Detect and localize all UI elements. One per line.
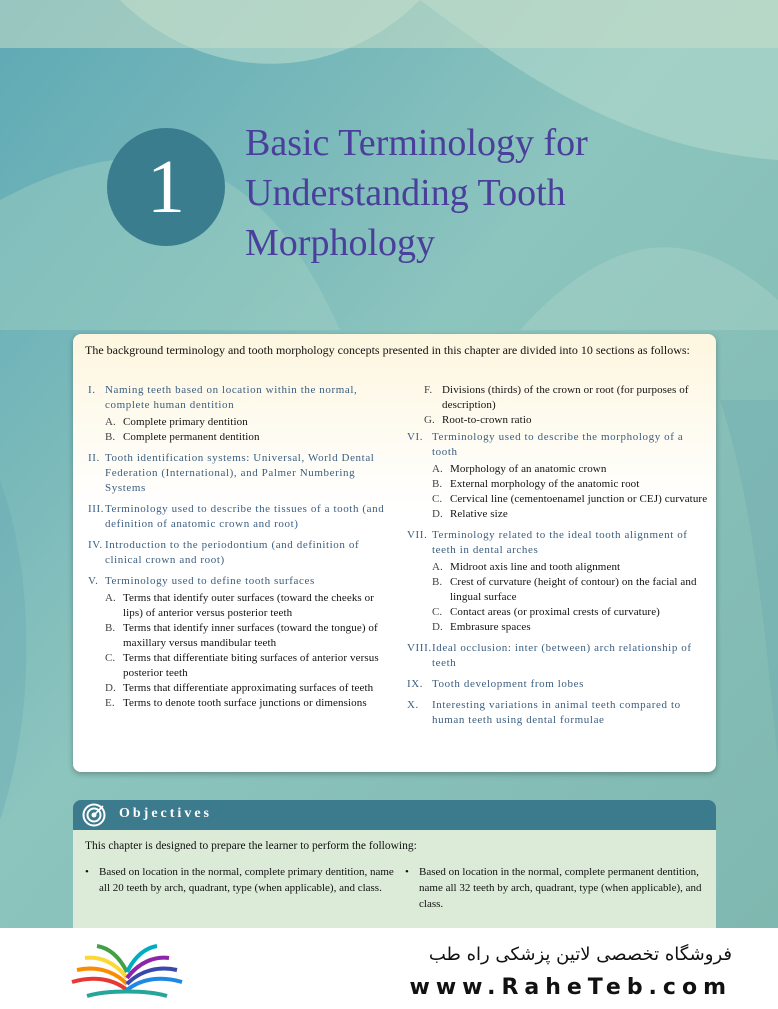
subsection-letter: D.: [105, 682, 116, 694]
section-numeral: VII.: [407, 529, 428, 541]
subsection-list: [105, 415, 388, 445]
section-title: Tooth identification systems: Universal, World Dental Federation (International), and Palmer Numbering Systems: [105, 452, 375, 494]
section-item: [88, 538, 388, 568]
section-title: Terminology used to define tooth surfaces: [105, 575, 315, 587]
subsection-text: Divisions (thirds) of the crown or root (for purposes of description): [442, 384, 689, 411]
subsection-letter: C.: [432, 606, 443, 618]
section-title: Ideal occlusion: inter (between) arch relationship of teeth: [432, 642, 692, 669]
subsection-item: [432, 575, 712, 605]
subsection-letter: A.: [432, 463, 443, 475]
subsection-text: Crest of curvature (height of contour) on the facial and lingual surface: [450, 576, 697, 603]
section-numeral: II.: [88, 452, 100, 464]
chapter-number: 1: [107, 128, 225, 246]
subsection-letter: B.: [432, 478, 443, 490]
top-band: [0, 0, 778, 48]
objective-bullet: [85, 864, 399, 896]
section-title: Terminology related to the ideal tooth alignment of teeth in dental arches: [432, 529, 688, 556]
objective-bullet: [405, 864, 719, 912]
subsection-item: [424, 413, 712, 428]
subsection-text: External morphology of the anatomic root: [450, 478, 640, 490]
subsection-item: [432, 620, 712, 635]
subsection-letter: B.: [105, 622, 116, 634]
objectives-header: [73, 800, 716, 830]
section-item: [88, 451, 388, 496]
contents-left-column: [88, 383, 388, 717]
section-item: [407, 677, 712, 692]
subsection-text: Terms that differentiate biting surfaces of anterior versus posterior teeth: [123, 652, 379, 679]
footer-banner: [0, 928, 778, 1009]
subsection-text: Relative size: [450, 508, 508, 520]
subsection-list-continued: [424, 383, 712, 428]
subsection-item: [105, 621, 388, 651]
subsection-letter: D.: [432, 621, 443, 633]
section-item: [88, 574, 388, 711]
subsection-item: [432, 477, 712, 492]
section-numeral: IX.: [407, 678, 424, 690]
section-title: Terminology used to describe the morphology of a tooth: [432, 431, 684, 458]
subsection-item: [432, 492, 712, 507]
bullet-dot: •: [85, 866, 89, 878]
subsection-item: [105, 415, 388, 430]
subsection-item: [105, 651, 388, 681]
subsection-text: Complete primary dentition: [123, 416, 248, 428]
section-numeral: X.: [407, 699, 419, 711]
subsection-list: [432, 462, 712, 522]
subsection-text: Terms that identify inner surfaces (toward the tongue) of maxillary versus mandibular teeth: [123, 622, 378, 649]
shop-name: فروشگاه تخصصی لاتین پزشکی راه طب: [428, 944, 732, 965]
subsection-letter: E.: [105, 697, 115, 709]
objectives-title: Objectives: [119, 806, 212, 821]
subsection-text: Terms to denote tooth surface junctions or dimensions: [123, 697, 367, 709]
subsection-text: Root-to-crown ratio: [442, 414, 532, 426]
subsection-text: Midroot axis line and tooth alignment: [450, 561, 621, 573]
subsection-letter: B.: [105, 431, 116, 443]
bullet-dot: •: [405, 866, 409, 878]
open-book-logo: [67, 938, 187, 1000]
section-title: Terminology used to describe the tissues of a tooth (and definition of anatomic crown and root): [105, 503, 385, 530]
subsection-text: Cervical line (cementoenamel junction or CEJ) curvature: [450, 493, 708, 505]
section-item: [88, 502, 388, 532]
subsection-item: [105, 430, 388, 445]
section-item: [407, 528, 712, 635]
chapter-title-line: Morphology: [245, 222, 435, 264]
section-item: [407, 641, 712, 671]
target-icon: [82, 803, 106, 827]
section-item: [407, 698, 712, 728]
subsection-letter: A.: [432, 561, 443, 573]
objective-text: Based on location in the normal, complete primary dentition, name all 20 teeth by arch, quadrant, type (when applicable), and class.: [99, 866, 394, 894]
section-item: [88, 383, 388, 445]
subsection-text: Terms that identify outer surfaces (toward the cheeks or lips) of anterior versus posterior teeth: [123, 592, 375, 619]
chapter-title-line: Understanding Tooth: [245, 172, 566, 214]
section-item: [407, 430, 712, 522]
section-numeral: III.: [88, 503, 105, 515]
chapter-title: [245, 118, 745, 268]
subsection-item: [432, 507, 712, 522]
subsection-item: [432, 462, 712, 477]
subsection-item: [105, 696, 388, 711]
section-numeral: V.: [88, 575, 99, 587]
subsection-item: [432, 605, 712, 620]
subsection-letter: A.: [105, 416, 116, 428]
subsection-letter: A.: [105, 592, 116, 604]
subsection-text: Contact areas (or proximal crests of curvature): [450, 606, 660, 618]
subsection-letter: D.: [432, 508, 443, 520]
section-numeral: VIII.: [407, 642, 432, 654]
section-numeral: I.: [88, 384, 96, 396]
contents-intro: The background terminology and tooth morphology concepts presented in this chapter are divided into 10 sections as follows:: [85, 343, 690, 357]
objectives-body: [73, 830, 716, 930]
subsection-item: [105, 681, 388, 696]
subsection-letter: C.: [432, 493, 443, 505]
contents-right-column: [407, 383, 712, 734]
subsection-text: Terms that differentiate approximating surfaces of teeth: [123, 682, 374, 694]
subsection-text: Complete permanent dentition: [123, 431, 260, 443]
subsection-item: [432, 560, 712, 575]
subsection-item: [424, 383, 712, 413]
section-title: Naming teeth based on location within the normal, complete human dentition: [105, 384, 358, 411]
subsection-text: Morphology of an anatomic crown: [450, 463, 607, 475]
subsection-letter: F.: [424, 384, 433, 396]
chapter-title-line: Basic Terminology for: [245, 122, 588, 164]
objective-text: Based on location in the normal, complete permanent dentition, name all 32 teeth by arch, quadrant, type (when applicable), and class.: [419, 866, 702, 910]
subsection-letter: C.: [105, 652, 116, 664]
section-title: Introduction to the periodontium (and definition of clinical crown and root): [105, 539, 360, 566]
subsection-letter: B.: [432, 576, 443, 588]
section-numeral: IV.: [88, 539, 103, 551]
subsection-list: [432, 560, 712, 635]
section-title: Tooth development from lobes: [432, 678, 584, 690]
subsection-list: [105, 591, 388, 711]
subsection-text: Embrasure spaces: [450, 621, 531, 633]
section-title: Interesting variations in animal teeth compared to human teeth using dental formulae: [432, 699, 681, 726]
shop-url[interactable]: www.RaheTeb.com: [409, 975, 732, 1000]
subsection-letter: G.: [424, 414, 435, 426]
section-numeral: VI.: [407, 431, 424, 443]
subsection-item: [105, 591, 388, 621]
objectives-intro: This chapter is designed to prepare the learner to perform the following:: [85, 840, 417, 852]
